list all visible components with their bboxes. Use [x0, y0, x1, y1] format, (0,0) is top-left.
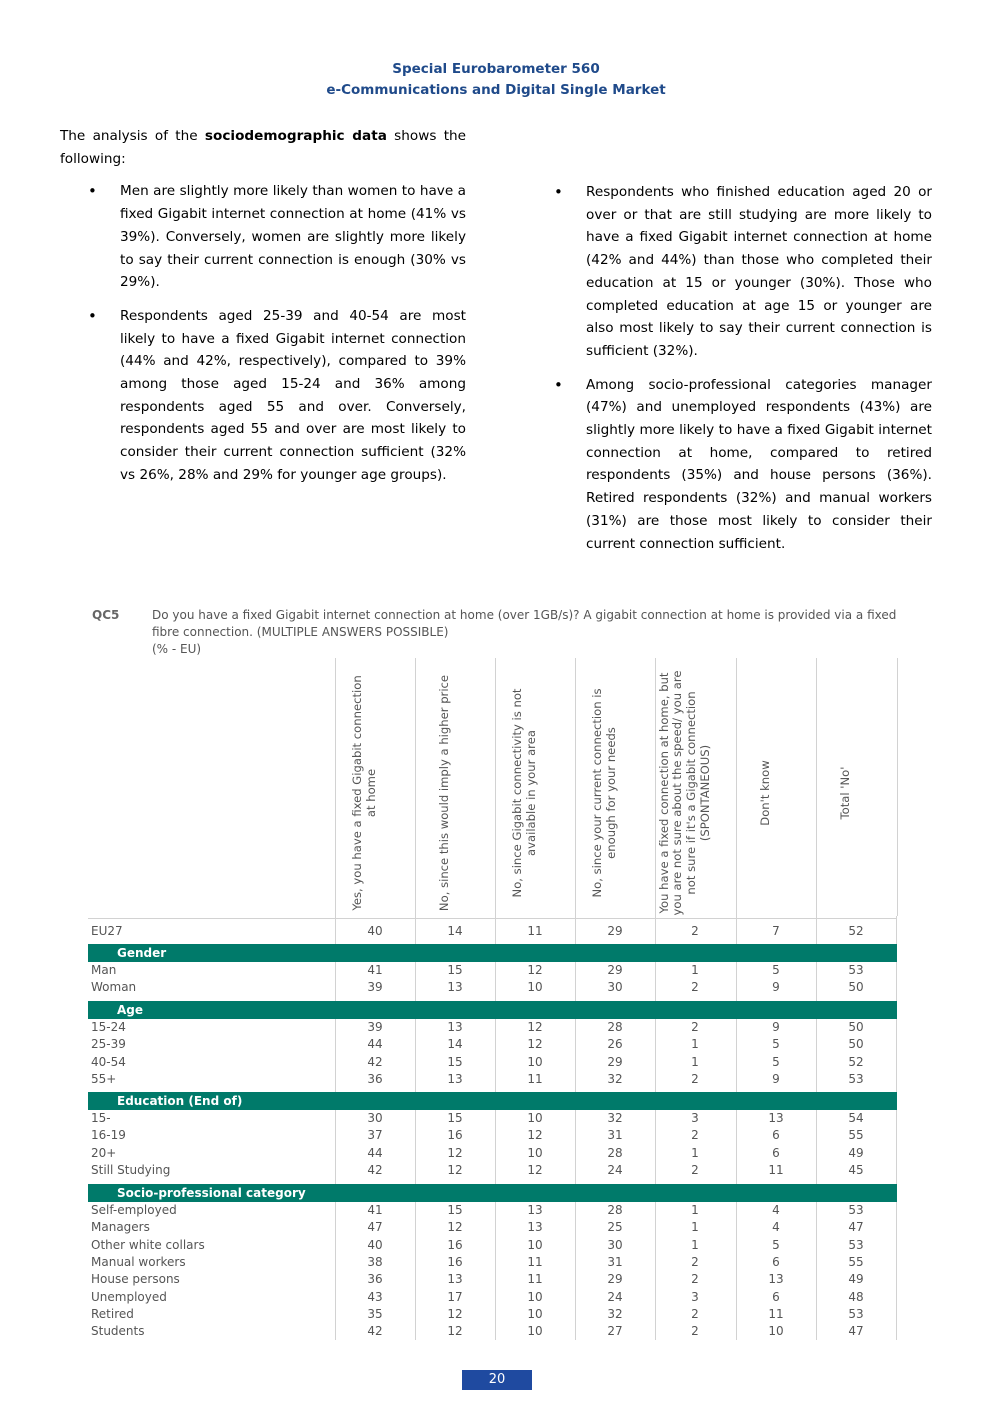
question-text: Do you have a fixed Gigabit internet connection at home (over 1GB/s)? A gigabit connection at home is provided via a fixed fibre connection. (MULTIPLE ANSWERS POSSIBLE) (% - EU)	[152, 608, 897, 656]
table-cell: 50	[848, 980, 864, 995]
table-cell: 10	[527, 1306, 543, 1321]
table-cell: 35	[367, 1306, 383, 1321]
table-cell: 1	[691, 1237, 699, 1252]
table-cell: 53	[848, 1071, 864, 1086]
column-header	[575, 658, 656, 916]
row-label: EU27	[91, 924, 123, 938]
row-label: Retired	[91, 1306, 134, 1321]
table-cell: 44	[367, 1037, 383, 1052]
table-cell: 49	[848, 1272, 864, 1287]
table-cell: 44	[367, 1145, 383, 1160]
table-cell: 1	[691, 963, 699, 977]
table-cell: 13	[447, 1020, 463, 1034]
table-cell: 11	[527, 1272, 543, 1287]
table-cell: 39	[367, 980, 383, 995]
section-header: Socio-professional category	[88, 1184, 897, 1202]
table-cell: 10	[527, 980, 543, 995]
bullet-education: • Respondents who finished education aged 20 or over or that are still studying are more likely to have a fixed Gigabit internet connection at home (42% and 44%) than those who completed their education at 15 or younger (30%). Those who completed education at age 15 or younger are also most likely to say their current connection is sufficient (32%).	[526, 181, 932, 363]
table-row	[88, 1127, 897, 1144]
table-cell: 32	[607, 1306, 623, 1321]
table-cell: 11	[527, 924, 543, 938]
table-cell: 12	[447, 1306, 463, 1321]
row-label: 25-39	[91, 1037, 126, 1052]
intro-paragraph: The analysis of the sociodemographic data shows the following:	[60, 128, 467, 167]
table-cell: 49	[848, 1145, 864, 1160]
row-label: 20+	[91, 1145, 117, 1160]
table-cell: 55	[848, 1254, 864, 1269]
table-cell: 1	[691, 1054, 699, 1069]
table-row	[88, 1219, 897, 1236]
table-cell: 2	[691, 924, 699, 938]
report-title: Special Eurobarometer 560	[392, 61, 600, 77]
column-header-text: No, since your current connection is enough for your needs	[590, 688, 618, 898]
table-cell: 11	[527, 1071, 543, 1086]
column-header-text: You have a fixed connection at home, but you are not sure about the speed/ you are not sure if it's a Gigabit connection (SPONTANEOUS)	[656, 670, 712, 916]
table-cell: 5	[772, 963, 780, 977]
column-header	[495, 658, 576, 916]
row-label: Woman	[91, 980, 137, 995]
table-cell: 6	[772, 1289, 780, 1304]
row-label: 55+	[91, 1071, 117, 1086]
table-row	[88, 1054, 897, 1071]
column-header	[816, 658, 898, 916]
table-cell: 47	[848, 1220, 864, 1235]
eu27-row	[88, 923, 897, 940]
table-cell: 1	[691, 1037, 699, 1052]
table-row	[88, 1036, 897, 1053]
row-label: Manual workers	[91, 1254, 186, 1269]
column-header-text: Total 'No'	[838, 766, 853, 820]
question-unit: (% - EU)	[152, 642, 202, 656]
row-label: 15-	[91, 1111, 111, 1125]
table-cell: 9	[772, 1020, 780, 1034]
table-cell: 12	[527, 1037, 543, 1052]
table-cell: 12	[447, 1145, 463, 1160]
table-cell: 42	[367, 1054, 383, 1069]
table-cell: 38	[367, 1254, 383, 1269]
table-cell: 3	[691, 1289, 699, 1304]
table-cell: 10	[527, 1289, 543, 1304]
row-label: 40-54	[91, 1054, 126, 1069]
row-label: 16-19	[91, 1128, 126, 1143]
table-cell: 53	[848, 1237, 864, 1252]
table-cell: 31	[607, 1254, 623, 1269]
table-cell: 15	[447, 1054, 463, 1069]
table-row	[88, 1271, 897, 1288]
table-cell: 41	[367, 1203, 383, 1217]
section-header: Education (End of)	[88, 1092, 897, 1110]
table-cell: 12	[447, 1324, 463, 1339]
table-cell: 1	[691, 1220, 699, 1235]
table-row	[88, 979, 897, 996]
table-cell: 7	[772, 924, 780, 938]
left-text-column	[60, 125, 466, 498]
table-cell: 12	[527, 1020, 543, 1034]
table-cell: 5	[772, 1054, 780, 1069]
table-cell: 14	[447, 924, 463, 938]
row-label: Other white collars	[91, 1237, 205, 1252]
table-cell: 4	[772, 1203, 780, 1217]
table-cell: 29	[607, 1054, 623, 1069]
bullet-socio-professional: • Among socio-professional categories manager (47%) and unemployed respondents (43%) are slightly more likely to have a fixed Gigabit internet connection at home, compared to retired respondents (35%) and house persons (36%). Retired respondents (32%) and manual workers (31%) are those most likely to consider their current connection sufficient.	[526, 374, 932, 556]
column-header	[415, 658, 496, 916]
table-cell: 53	[848, 1203, 864, 1217]
table-row	[88, 1202, 897, 1219]
page-number: 20	[462, 1370, 532, 1390]
table-cell: 12	[527, 1128, 543, 1143]
table-cell: 54	[848, 1111, 864, 1125]
table-row	[88, 1110, 897, 1127]
right-bullet-list	[526, 181, 932, 555]
table-cell: 13	[527, 1203, 543, 1217]
table-cell: 50	[848, 1020, 864, 1034]
table-cell: 39	[367, 1020, 383, 1034]
table-cell: 6	[772, 1128, 780, 1143]
table-row	[88, 1071, 897, 1088]
table-cell: 2	[691, 1324, 699, 1339]
table-cell: 28	[607, 1020, 623, 1034]
table-cell: 42	[367, 1162, 383, 1177]
row-label: Students	[91, 1324, 145, 1339]
table-cell: 12	[447, 1162, 463, 1177]
report-subtitle: e-Communications and Digital Single Market	[326, 82, 666, 98]
row-label: Man	[91, 963, 117, 977]
table-cell: 30	[367, 1111, 383, 1125]
table-cell: 13	[447, 980, 463, 995]
table-cell: 31	[607, 1128, 623, 1143]
table-cell: 4	[772, 1220, 780, 1235]
table-cell: 2	[691, 1128, 699, 1143]
table-cell: 47	[848, 1324, 864, 1339]
table-cell: 2	[691, 1272, 699, 1287]
table-cell: 37	[367, 1128, 383, 1143]
table-cell: 12	[527, 963, 543, 977]
table-cell: 15	[447, 1111, 463, 1125]
table-cell: 17	[447, 1289, 463, 1304]
column-header-text: No, since this would imply a higher price	[437, 674, 452, 912]
table-cell: 2	[691, 1162, 699, 1177]
table-row	[88, 1289, 897, 1306]
table-cell: 6	[772, 1145, 780, 1160]
table-cell: 6	[772, 1254, 780, 1269]
table-cell: 10	[768, 1324, 784, 1339]
right-text-column	[526, 181, 932, 566]
table-cell: 55	[848, 1128, 864, 1143]
table-cell: 43	[367, 1289, 383, 1304]
table-cell: 2	[691, 980, 699, 995]
column-header-text: Don't know	[758, 760, 773, 826]
table-cell: 36	[367, 1071, 383, 1086]
bullet-gender: • Men are slightly more likely than women to have a fixed Gigabit internet connection at home (41% vs 39%). Conversely, women are slightly more likely to say their current connection is enough (30% vs 29%).	[60, 180, 466, 294]
column-header-text: Yes, you have a fixed Gigabit connection at home	[350, 675, 378, 911]
table-row	[88, 1323, 897, 1340]
table-cell: 30	[607, 980, 623, 995]
table-cell: 12	[447, 1220, 463, 1235]
table-cell: 1	[691, 1203, 699, 1217]
table-cell: 36	[367, 1272, 383, 1287]
table-cell: 50	[848, 1037, 864, 1052]
table-cell: 15	[447, 1203, 463, 1217]
table-cell: 48	[848, 1289, 864, 1304]
row-label: Still Studying	[91, 1162, 171, 1177]
table-cell: 24	[607, 1162, 623, 1177]
table-cell: 2	[691, 1020, 699, 1034]
table-row	[88, 1019, 897, 1036]
table-cell: 2	[691, 1254, 699, 1269]
table-cell: 1	[691, 1145, 699, 1160]
column-header-text: No, since Gigabit connectivity is not available in your area	[510, 688, 538, 898]
table-cell: 41	[367, 963, 383, 977]
table-cell: 40	[367, 924, 383, 938]
table-row	[88, 1145, 897, 1162]
row-label: 15-24	[91, 1020, 126, 1034]
table-cell: 16	[447, 1128, 463, 1143]
table-cell: 29	[607, 963, 623, 977]
row-label: Unemployed	[91, 1289, 167, 1304]
table-cell: 10	[527, 1324, 543, 1339]
intro-emphasis: sociodemographic data	[204, 128, 387, 144]
table-cell: 25	[607, 1220, 623, 1235]
table-cell: 11	[768, 1306, 784, 1321]
table-cell: 52	[848, 924, 864, 938]
table-row	[88, 1306, 897, 1323]
table-cell: 3	[691, 1111, 699, 1125]
table-cell: 14	[447, 1037, 463, 1052]
table-cell: 11	[768, 1162, 784, 1177]
table-row	[88, 962, 897, 979]
table-cell: 13	[527, 1220, 543, 1235]
table-cell: 2	[691, 1071, 699, 1086]
table-cell: 9	[772, 1071, 780, 1086]
table-row	[88, 1237, 897, 1254]
table-cell: 12	[527, 1162, 543, 1177]
table-cell: 11	[527, 1254, 543, 1269]
table-cell: 47	[367, 1220, 383, 1235]
table-cell: 5	[772, 1237, 780, 1252]
left-bullet-list	[60, 180, 466, 486]
table-cell: 10	[527, 1054, 543, 1069]
table-cell: 13	[447, 1071, 463, 1086]
table-cell: 29	[607, 1272, 623, 1287]
table-row	[88, 1162, 897, 1179]
row-label: House persons	[91, 1272, 180, 1287]
table-cell: 42	[367, 1324, 383, 1339]
table-cell: 10	[527, 1111, 543, 1125]
table-cell: 16	[447, 1254, 463, 1269]
table-cell: 32	[607, 1071, 623, 1086]
table-cell: 32	[607, 1111, 623, 1125]
table-cell: 24	[607, 1289, 623, 1304]
table-row	[88, 1254, 897, 1271]
table-cell: 13	[447, 1272, 463, 1287]
table-cell: 26	[607, 1037, 623, 1052]
table-cell: 13	[768, 1272, 784, 1287]
bullet-age: • Respondents aged 25-39 and 40-54 are most likely to have a fixed Gigabit internet connection (44% and 42%, respectively), compared to 39% among those aged 15-24 and 36% among respondents aged 55 and over. Conversely, respondents aged 55 and over are most likely to consider their current connection sufficient (32% vs 26%, 28% and 29% for younger age groups).	[60, 305, 466, 487]
table-cell: 28	[607, 1203, 623, 1217]
table-cell: 45	[848, 1162, 864, 1177]
column-header	[655, 658, 736, 916]
table-cell: 40	[367, 1237, 383, 1252]
column-header	[335, 658, 416, 916]
table-cell: 16	[447, 1237, 463, 1252]
row-label: Self-employed	[91, 1203, 177, 1217]
table-cell: 10	[527, 1237, 543, 1252]
table-cell: 53	[848, 1306, 864, 1321]
table-cell: 27	[607, 1324, 623, 1339]
row-label: Managers	[91, 1220, 150, 1235]
table-cell: 52	[848, 1054, 864, 1069]
table-cell: 13	[768, 1111, 784, 1125]
table-cell: 53	[848, 963, 864, 977]
table-cell: 2	[691, 1306, 699, 1321]
table-cell: 28	[607, 1145, 623, 1160]
table-cell: 30	[607, 1237, 623, 1252]
table-cell: 9	[772, 980, 780, 995]
section-header: Gender	[88, 944, 897, 962]
table-cell: 15	[447, 963, 463, 977]
table-cell: 10	[527, 1145, 543, 1160]
table-cell: 29	[607, 924, 623, 938]
section-header: Age	[88, 1001, 897, 1019]
table-cell: 5	[772, 1037, 780, 1052]
question-id: QC5	[92, 608, 120, 622]
column-header	[736, 658, 817, 916]
